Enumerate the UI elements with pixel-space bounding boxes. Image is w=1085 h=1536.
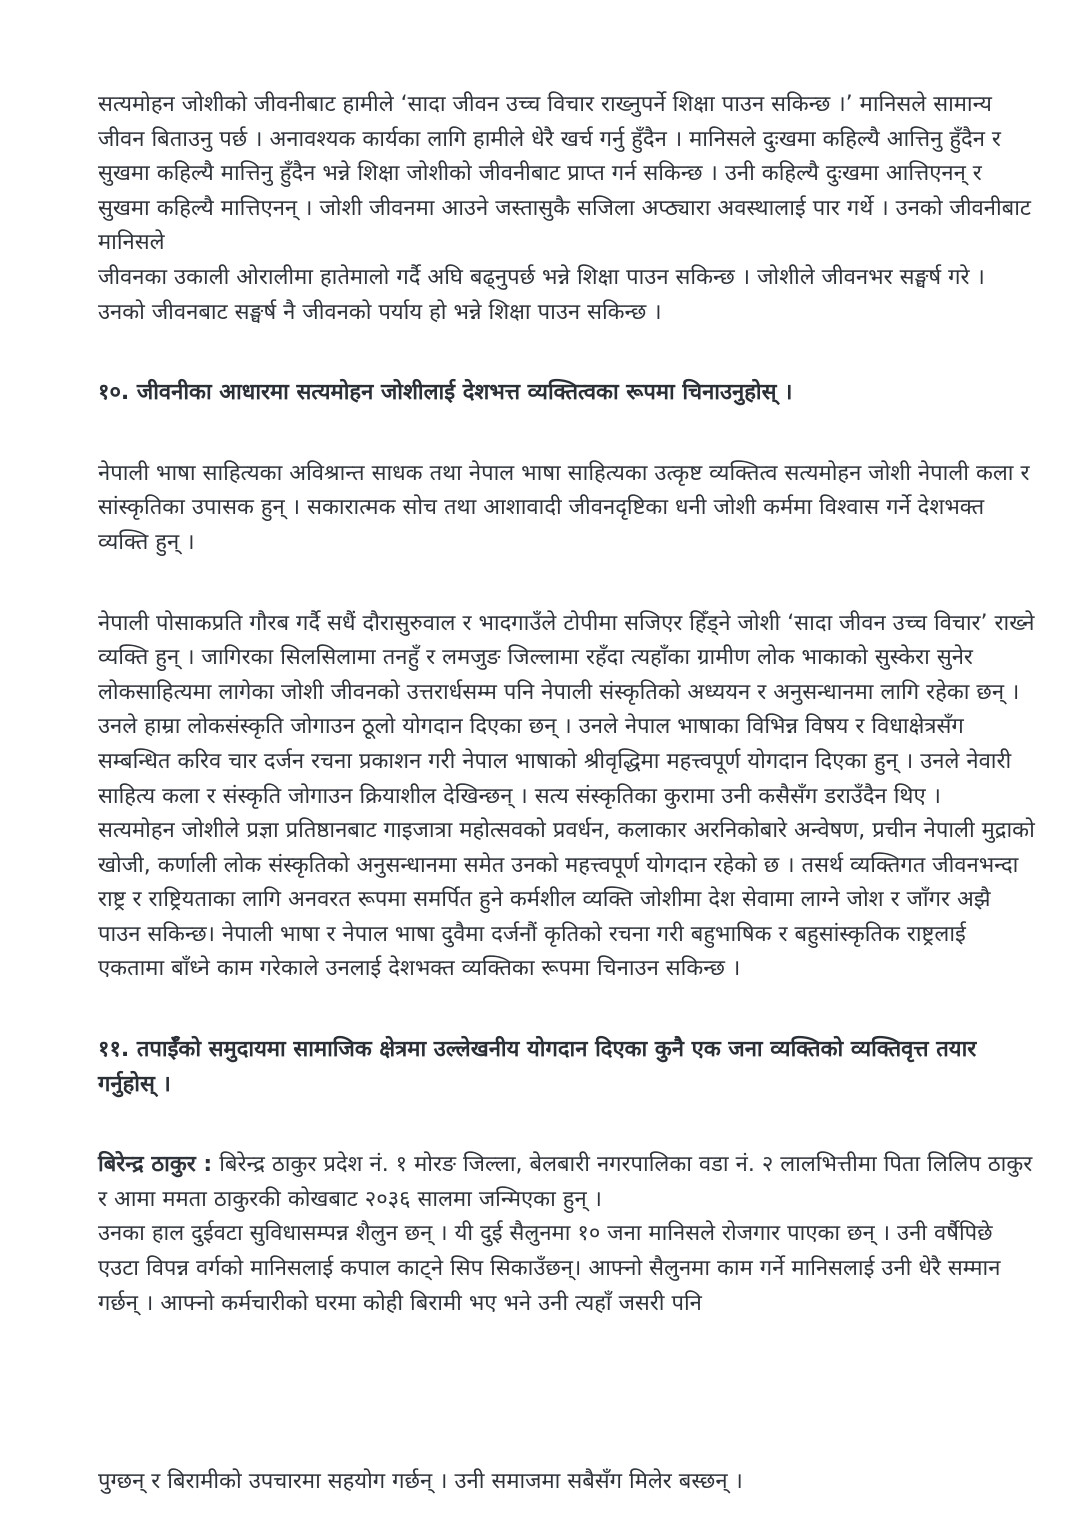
question-10-heading: १०. जीवनीका आधारमा सत्यमोहन जोशीलाई देशभत्त व्यक्तित्वका रूपमा चिनाउनुहोस् ।: [98, 380, 793, 406]
bio-paragraph-2: उनका हाल दुईवटा सुविधासम्पन्न शैलुन छन् । यी दुई सैलुनमा १० जना मानिसले रोजगार पाएका छन् । उनी वर्षैपिछे एउटा विपन्न वर्गको मानिसलाई कपाल काट्ने सिप सिकाउँछन्। आफ्नो सैलुनमा काम गर्ने मानिसलाई उनी धेरै सम्मान गर्छन् । आफ्नो कर्मचारीको घरमा कोही बिरामी भए भने उनी त्यहाँ जसरी पनि: [98, 1221, 1001, 1316]
bio-name: बिरेन्द्र ठाकुर :: [98, 1152, 213, 1178]
intro-paragraph-1: सत्यमोहन जोशीको जीवनीबाट हामीले ‘सादा जीवन उच्च विचार राख्नुपर्ने शिक्षा पाउन सकिन्छ ।’ मानिसले सामान्य जीवन बिताउनु पर्छ । अनावश्यक कार्यका लागि हामीले धेरै खर्च गर्नु हुँदैन । मानिसले दुःखमा कहिल्यै आत्तिनु हुँदैन र सुखमा कहिल्यै मात्तिनु हुँदैन भन्ने शिक्षा जोशीको जीवनीबाट प्राप्त गर्न सकिन्छ । उनी कहिल्यै दुःखमा आत्तिएनन् र सुखमा कहिल्यै मात्तिएनन् । जोशी जीवनमा आउने जस्तासुकै सजिला अप्ठ्यारा अवस्थालाई पार गर्थे । उनको जीवनीबाट मानिसले: [98, 92, 1032, 256]
question-11-heading: ११. तपाईँको समुदायमा सामाजिक क्षेत्रमा उल्लेखनीय योगदान दिएका कुनै एक जना व्यक्तिको व्यक्तिवृत्त तयार गर्नुहोस् ।: [98, 1037, 977, 1097]
bio-intro-text: बिरेन्द्र ठाकुर प्रदेश नं. १ मोरङ जिल्ला, बेलबारी नगरपालिका वडा नं. २ लालभित्तीमा पिता लिलिप ठाकुर र आमा ममता ठाकुरकी कोखबाट २०३६ सालमा जन्मिएका हुन् ।: [98, 1152, 1033, 1212]
bio-paragraph-1: [98, 1148, 1038, 1217]
q10-paragraph-2: नेपाली पोसाकप्रति गौरब गर्दै सधैं दौरासुरुवाल र भादगाउँले टोपीमा सजिएर हिँड्ने जोशी ‘सादा जीवन उच्च विचार’ राख्ने व्यक्ति हुन् । जागिरका सिलसिलामा तनहुँ र लमजुङ जिल्लामा रहँदा त्यहाँका ग्रामीण लोक भाकाको सुस्केरा सुनेर लोकसाहित्यमा लागेका जोशी जीवनको उत्तरार्धसम्म पनि नेपाली संस्कृतिको अध्ययन र अनुसन्धानमा लागि रहेका छन् । उनले हाम्रा लोकसंस्कृति जोगाउन ठूलो योगदान दिएका छन् । उनले नेपाल भाषाका विभिन्न विषय र विधाक्षेत्रसँग सम्बन्धित करिव चार दर्जन रचना प्रकाशन गरी नेपाल भाषाको श्रीवृद्धिमा महत्त्वपूर्ण योगदान दिएका हुन् । उनले नेवारी साहित्य कला र संस्कृति जोगाउन क्रियाशील देखिन्छन् । सत्य संस्कृतिका कुरामा उनी कसैसँग डराउँदैन थिए ।: [98, 610, 1035, 809]
cut-off-line: [98, 1469, 1038, 1501]
q10-paragraph-3: सत्यमोहन जोशीले प्रज्ञा प्रतिष्ठानबाट गाइजात्रा महोत्सवको प्रवर्धन, कलाकार अरनिकोबारे अन्वेषण, प्रचीन नेपाली मुद्राको खोजी, कर्णाली लोक संस्कृतिको अनुसन्धानमा समेत उनको महत्त्वपूर्ण योगदान रहेको छ । तसर्थ व्यक्तिगत जीवनभन्दा राष्ट्र र राष्ट्रियताका लागि अनवरत रूपमा समर्पित हुने कर्मशील व्यक्ति जोशीमा देश सेवामा लाग्ने जोश र जाँगर अझै पाउन सकिन्छ। नेपाली भाषा र नेपाल भाषा दुवैमा दर्जनौं कृतिको रचना गरी बहुभाषिक र बहुसांस्कृतिक राष्ट्रलाई एकतामा बाँध्ने काम गरेकाले उनलाई देशभक्त व्यक्तिका रूपमा चिनाउन सकिन्छ ।: [98, 818, 1035, 982]
spacer: [98, 1102, 1038, 1148]
spacer: [98, 561, 1038, 607]
q10-paragraph-1: नेपाली भाषा साहित्यका अविश्रान्त साधक तथा नेपाल भाषा साहित्यका उत्कृष्ट व्यक्तित्व सत्यमोहन जोशी नेपाली कला र सांस्कृतिका उपासक हुन् । सकारात्मक सोच तथा आशावादी जीवनदृष्टिका धनी जोशी कर्ममा विश्वास गर्ने देशभक्त व्यक्ति हुन् ।: [98, 460, 1030, 555]
spacer: [98, 987, 1038, 1033]
cut-off-line-text: पुग्छन् र बिरामीको उपचारमा सहयोग गर्छन् । उनी समाजमा सबैसँग मिलेर बस्छन् ।: [98, 1469, 743, 1494]
document-page: [98, 88, 1038, 1321]
spacer: [98, 411, 1038, 457]
intro-paragraph-2: जीवनका उकाली ओरालीमा हातेमालो गर्दै अघि बढ्नुपर्छ भन्ने शिक्षा पाउन सकिन्छ । जोशीले जीवनभर सङ्घर्ष गरे । उनको जीवनबाट सङ्घर्ष नै जीवनको पर्याय हो भन्ने शिक्षा पाउन सकिन्छ ।: [98, 264, 985, 325]
spacer: [98, 330, 1038, 376]
